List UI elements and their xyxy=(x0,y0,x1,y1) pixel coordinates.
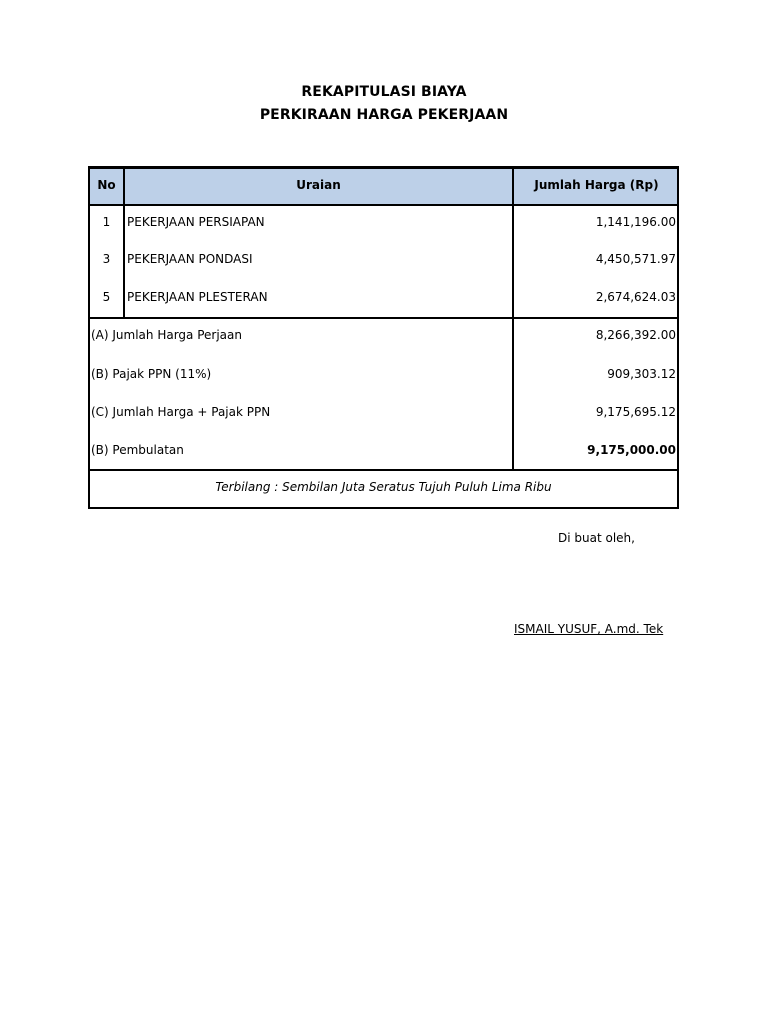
row-no: 5 xyxy=(102,290,111,304)
summary-value-total: 9,175,000.00 xyxy=(587,443,676,457)
column-divider-jumlah xyxy=(512,168,514,471)
document-title: REKAPITULASI BIAYA xyxy=(301,84,467,100)
row-jumlah: 1,141,196.00 xyxy=(595,215,676,229)
row-uraian: PEKERJAAN PERSIAPAN xyxy=(127,215,265,229)
cost-summary-table xyxy=(88,166,679,509)
terbilang-text: Terbilang : Sembilan Juta Seratus Tujuh Puluh Lima Ribu xyxy=(215,480,552,494)
signature-name: ISMAIL YUSUF, A.md. Tek xyxy=(514,622,664,636)
header-jumlah: Jumlah Harga (Rp) xyxy=(534,178,659,192)
summary-value: 8,266,392.00 xyxy=(595,328,676,342)
row-divider-items xyxy=(90,317,677,319)
summary-label: (B) Pembulatan xyxy=(91,443,184,457)
header-no: No xyxy=(97,178,116,192)
summary-value: 909,303.12 xyxy=(607,367,676,381)
row-divider-summary xyxy=(90,469,677,471)
row-uraian: PEKERJAAN PLESTERAN xyxy=(127,290,268,304)
summary-value: 9,175,695.12 xyxy=(595,405,676,419)
row-jumlah: 4,450,571.97 xyxy=(595,252,676,266)
summary-label: (A) Jumlah Harga Perjaan xyxy=(91,328,242,342)
document-subtitle: PERKIRAAN HARGA PEKERJAAN xyxy=(259,107,509,123)
summary-label: (B) Pajak PPN (11%) xyxy=(91,367,212,381)
header-uraian: Uraian xyxy=(296,178,341,192)
signature-label: Di buat oleh, xyxy=(558,531,635,545)
summary-label: (C) Jumlah Harga + Pajak PPN xyxy=(91,405,271,419)
row-jumlah: 2,674,624.03 xyxy=(595,290,676,304)
row-no: 3 xyxy=(102,252,111,266)
row-no: 1 xyxy=(102,215,111,229)
row-uraian: PEKERJAAN PONDASI xyxy=(127,252,253,266)
